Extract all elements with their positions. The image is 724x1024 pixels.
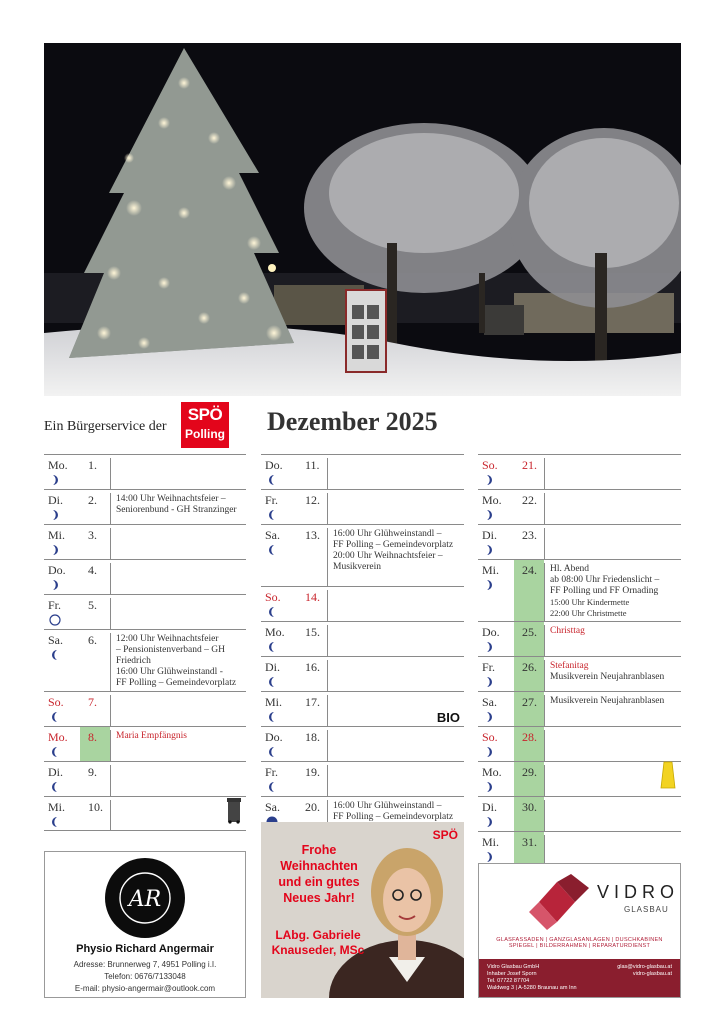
weekday-label: Sa. xyxy=(48,633,63,647)
greeting-line: und ein gutes xyxy=(278,875,360,889)
day-events xyxy=(327,590,462,621)
day-number: 20. xyxy=(305,800,320,814)
vidro-phone: Tel. 07722 87704 xyxy=(487,978,530,984)
weekday-label: Do. xyxy=(48,563,66,577)
calendar-day xyxy=(261,621,464,656)
day-number: 16. xyxy=(305,660,320,674)
weekday-label: Fr. xyxy=(482,660,496,674)
calendar-day xyxy=(261,761,464,796)
calendar-day xyxy=(478,524,681,559)
day-events xyxy=(327,493,462,524)
moon-waning-icon xyxy=(49,746,61,758)
day-number: 12. xyxy=(305,493,320,507)
moon-waxing-icon xyxy=(483,544,495,556)
weekday-label: So. xyxy=(482,458,498,472)
weekday-label: Mi. xyxy=(482,835,500,849)
moon-waning-icon xyxy=(49,711,61,723)
calendar-day xyxy=(44,726,246,761)
vidro-service-line: GLASFASSADEN | GANZGLASANLAGEN | DUSCHKABINEN xyxy=(496,937,663,943)
day-number: 21. xyxy=(522,458,537,472)
event-line: Hl. Abend xyxy=(550,564,590,574)
month-title: Dezember 2025 xyxy=(267,407,438,436)
vidro-company: Vidro Glasbau GmbH xyxy=(487,964,540,970)
calendar-column-3 xyxy=(478,454,681,866)
greeting-line: Weihnachten xyxy=(280,859,358,873)
day-events xyxy=(544,765,679,796)
ad-physio xyxy=(44,851,246,998)
weekday-label: Do. xyxy=(265,730,283,744)
weekday-label: Mo. xyxy=(482,765,502,779)
weekday-label: Mi. xyxy=(48,800,66,814)
calendar-day xyxy=(44,796,246,831)
greeting-line: Frohe xyxy=(301,843,337,857)
event-line: FF Polling – Gemeindevorplatz xyxy=(333,812,454,822)
vidro-address: Waldweg 3 | A-5280 Braunau am Inn xyxy=(487,985,577,991)
day-events xyxy=(110,730,244,761)
day-number: 18. xyxy=(305,730,320,744)
event-line: Musikverein Neujahranblasen xyxy=(550,696,665,706)
calendar-day xyxy=(44,594,246,629)
calendar-day xyxy=(478,796,681,831)
day-number: 14. xyxy=(305,590,320,604)
yellow-bag-icon xyxy=(659,760,677,794)
day-number: 22. xyxy=(522,493,537,507)
day-events xyxy=(544,730,679,761)
weekday-label: Mo. xyxy=(482,493,502,507)
day-events xyxy=(110,633,244,691)
day-events xyxy=(110,695,244,726)
day-events xyxy=(327,625,462,656)
weekday-label: Mo. xyxy=(48,458,68,472)
day-number: 7. xyxy=(88,695,97,709)
logo-top: SPÖ xyxy=(187,405,223,424)
moon-waxing-icon xyxy=(49,474,61,486)
greeting-brand: SPÖ xyxy=(432,828,458,842)
moon-waxing-icon xyxy=(49,544,61,556)
greeting-text xyxy=(269,842,369,906)
day-number: 10. xyxy=(88,800,103,814)
moon-waning-icon xyxy=(266,781,278,793)
calendar-day xyxy=(478,621,681,656)
event-line: 14:00 Uhr Weihnachtsfeier – xyxy=(116,494,226,504)
calendar-day xyxy=(478,559,681,621)
vidro-email: glas@vidro-glasbau.at xyxy=(617,964,672,970)
day-number: 3. xyxy=(88,528,97,542)
day-events xyxy=(327,528,462,586)
event-line: FF Polling – Gemeindevorplatz xyxy=(116,678,237,688)
day-number: 27. xyxy=(514,692,544,726)
bio-badge: BIO xyxy=(436,710,460,725)
calendar-day xyxy=(44,629,246,691)
day-number: 4. xyxy=(88,563,97,577)
header-photo xyxy=(44,43,681,396)
vidro-brand: VIDRO xyxy=(597,882,680,902)
weekday-label: Fr. xyxy=(48,598,62,612)
moon-waxing-icon xyxy=(483,474,495,486)
person-line: LAbg. Gabriele xyxy=(275,928,361,942)
weekday-label: Do. xyxy=(482,625,500,639)
day-number: 15. xyxy=(305,625,320,639)
calendar-day xyxy=(44,761,246,796)
event-line: 15:00 Uhr Kindermette xyxy=(550,597,630,607)
moon-waning-icon xyxy=(266,606,278,618)
day-events xyxy=(110,765,244,796)
event-line: Friedrich xyxy=(116,656,151,666)
person-line: Knauseder, MSc xyxy=(271,943,365,957)
vidro-services xyxy=(479,937,680,949)
moon-waning-icon xyxy=(266,641,278,653)
event-line: Musikverein xyxy=(333,562,382,572)
day-number: 5. xyxy=(88,598,97,612)
weekday-label: Di. xyxy=(482,528,497,542)
vidro-service-line: SPIEGEL | BILDERRAHMEN | REPARATURDIENST xyxy=(508,943,651,949)
calendar-day xyxy=(261,524,464,586)
event-line: 12:00 Uhr Weihnachtsfeier xyxy=(116,634,219,644)
moon-waning-icon xyxy=(266,676,278,688)
moon-waxing-icon xyxy=(483,579,495,591)
event-line: FF Polling und FF Ornading xyxy=(550,586,659,596)
moon-waning-icon xyxy=(49,816,61,828)
calendar-day xyxy=(478,831,681,866)
day-number: 23. xyxy=(522,528,537,542)
weekday-label: So. xyxy=(482,730,498,744)
day-number: 1. xyxy=(88,458,97,472)
event-line: Musikverein Neujahranblasen xyxy=(550,672,665,682)
vidro-owner: Inhaber Josef Sporn xyxy=(487,971,537,977)
day-number: 26. xyxy=(514,657,544,691)
event-line: 16:00 Uhr Glühweinstandl – xyxy=(333,801,442,811)
event-line: Christtag xyxy=(550,626,585,636)
moon-waxing-icon xyxy=(483,509,495,521)
moon-waxing-icon xyxy=(483,746,495,758)
weekday-label: Mo. xyxy=(48,730,68,744)
event-line: Seniorenbund - GH Stranzinger xyxy=(116,505,237,515)
weekday-label: So. xyxy=(48,695,64,709)
weekday-label: Di. xyxy=(48,493,63,507)
weekday-label: Mi. xyxy=(482,563,500,577)
day-events xyxy=(544,800,679,831)
event-line: – Pensionistenverband – GH xyxy=(116,645,225,655)
weekday-label: Sa. xyxy=(482,695,497,709)
moon-waning-icon xyxy=(49,781,61,793)
weekday-label: Sa. xyxy=(265,528,280,542)
calendar-day xyxy=(44,691,246,726)
weekday-label: Di. xyxy=(265,660,280,674)
day-events xyxy=(544,458,679,489)
day-number: 28. xyxy=(514,727,544,761)
day-events xyxy=(110,598,244,629)
day-number: 24. xyxy=(514,560,544,621)
greeting-line: Neues Jahr! xyxy=(283,891,355,905)
moon-waxing-icon xyxy=(483,851,495,863)
moon-waxing-icon xyxy=(483,711,495,723)
ad-spo-greeting xyxy=(261,822,464,998)
weekday-label: Mo. xyxy=(265,625,285,639)
event-line: 16:00 Uhr Glühweinstandl – xyxy=(333,529,442,539)
moon-waning-icon xyxy=(266,711,278,723)
day-number: 9. xyxy=(88,765,97,779)
day-events xyxy=(327,765,462,796)
day-number: 8. xyxy=(80,727,110,761)
event-line: Maria Empfängnis xyxy=(116,731,187,741)
day-number: 31. xyxy=(514,832,544,865)
moon-waning-icon xyxy=(266,544,278,556)
day-events xyxy=(327,458,462,489)
calendar-day xyxy=(261,656,464,691)
event-line: 16:00 Uhr Glühweinstandl - xyxy=(116,667,223,677)
day-events xyxy=(110,563,244,594)
physio-logo xyxy=(105,858,185,938)
weekday-label: Di. xyxy=(48,765,63,779)
calendar-day xyxy=(44,524,246,559)
day-events xyxy=(327,730,462,761)
calendar-day xyxy=(261,489,464,524)
event-line: 20:00 Uhr Weihnachtsfeier – xyxy=(333,551,443,561)
calendar-day xyxy=(261,454,464,489)
weekday-label: Fr. xyxy=(265,765,279,779)
day-events xyxy=(544,563,679,621)
vidro-footer xyxy=(479,959,680,997)
weekday-label: Do. xyxy=(265,458,283,472)
day-events xyxy=(110,528,244,559)
day-number: 25. xyxy=(514,622,544,656)
event-line: ab 08:00 Uhr Friedenslicht – xyxy=(550,575,660,585)
physio-email: E-mail: physio-angermair@outlook.com xyxy=(74,984,216,993)
calendar-day xyxy=(478,489,681,524)
day-number: 6. xyxy=(88,633,97,647)
day-events xyxy=(110,800,244,830)
physio-address: Adresse: Brunnerweg 7, 4951 Polling i.I. xyxy=(73,960,217,969)
event-line: FF Polling – Gemeindevorplatz xyxy=(333,540,454,550)
moon-full-icon xyxy=(49,614,61,626)
day-events xyxy=(544,695,679,726)
day-events xyxy=(544,493,679,524)
event-line: 22:00 Uhr Christmette xyxy=(550,608,627,618)
day-number: 30. xyxy=(514,797,544,831)
day-events xyxy=(327,660,462,691)
event-line: Stefanitag xyxy=(550,661,589,671)
calendar-day xyxy=(261,726,464,761)
calendar-column-2 xyxy=(261,454,464,831)
weekday-label: Sa. xyxy=(265,800,280,814)
day-events xyxy=(110,458,244,489)
day-number: 29. xyxy=(514,762,544,796)
moon-waxing-icon xyxy=(483,816,495,828)
day-number: 17. xyxy=(305,695,320,709)
calendar-day xyxy=(44,489,246,524)
calendar-day xyxy=(478,454,681,489)
greeting-person xyxy=(263,928,373,958)
day-events xyxy=(544,835,679,865)
moon-waxing-icon xyxy=(49,509,61,521)
physio-phone: Telefon: 0676/7133048 xyxy=(104,972,186,981)
weekday-label: So. xyxy=(265,590,281,604)
calendar-column-1 xyxy=(44,454,246,831)
day-events xyxy=(544,625,679,656)
ad-vidro xyxy=(478,863,681,998)
vidro-logo-icon xyxy=(519,872,599,932)
logo-bottom: Polling xyxy=(185,427,225,441)
waste-bin-icon xyxy=(226,796,242,828)
moon-waxing-icon xyxy=(483,781,495,793)
weekday-label: Fr. xyxy=(265,493,279,507)
moon-waxing-icon xyxy=(483,676,495,688)
physio-name: Physio Richard Angermair xyxy=(76,943,214,955)
moon-waning-icon xyxy=(266,746,278,758)
moon-waning-icon xyxy=(266,474,278,486)
moon-waning-icon xyxy=(266,509,278,521)
day-number: 2. xyxy=(88,493,97,507)
spo-logo xyxy=(181,402,229,448)
vidro-web: vidro-glasbau.at xyxy=(632,971,672,977)
calendar-day xyxy=(478,726,681,761)
calendar-day xyxy=(44,454,246,489)
day-number: 19. xyxy=(305,765,320,779)
physio-logo-text: AR xyxy=(128,887,162,912)
calendar-day xyxy=(478,656,681,691)
moon-waning-icon xyxy=(49,649,61,661)
day-number: 13. xyxy=(305,528,320,542)
weekday-label: Mi. xyxy=(48,528,66,542)
weekday-label: Mi. xyxy=(265,695,283,709)
moon-waxing-icon xyxy=(483,641,495,653)
day-events xyxy=(110,493,244,524)
day-events xyxy=(544,660,679,691)
vidro-sub: GLASBAU xyxy=(624,905,669,914)
weekday-label: Di. xyxy=(482,800,497,814)
calendar-day xyxy=(261,691,464,726)
day-events xyxy=(544,528,679,559)
moon-waxing-icon xyxy=(49,579,61,591)
day-events xyxy=(327,695,462,726)
day-number: 11. xyxy=(305,458,320,472)
calendar-day xyxy=(478,691,681,726)
calendar-day xyxy=(44,559,246,594)
calendar-day xyxy=(478,761,681,796)
service-text: Ein Bürgerservice der xyxy=(44,419,167,434)
calendar-day xyxy=(261,586,464,621)
